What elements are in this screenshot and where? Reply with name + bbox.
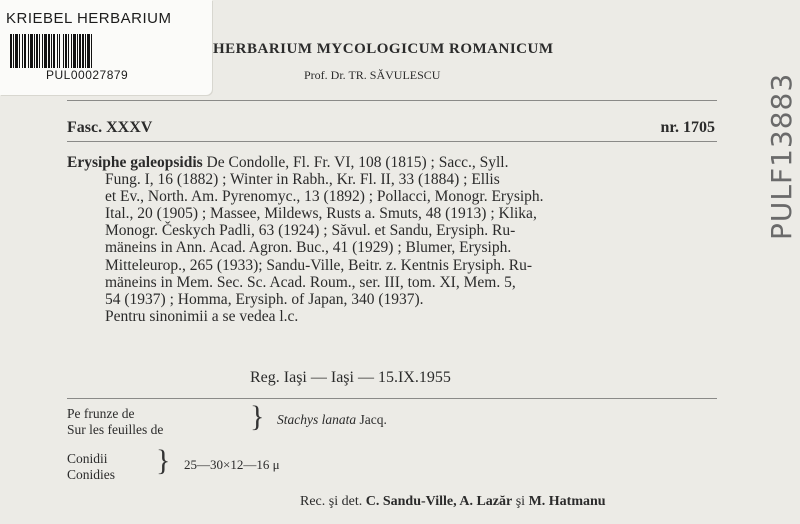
host-species: Stachys lanata Jacq. [277,412,387,427]
host-label-fr: Sur les feuilles de [67,422,164,437]
citation-line: 54 (1937) ; Homma, Erysiph. of Japan, 340 (1937). [105,290,424,308]
barcode-number: PUL00027879 [46,68,129,82]
citation-line-1: Erysiphe galeopsidis De Condolle, Fl. Fr. VI, 108 (1815) ; Sacc., Syll. [67,154,509,171]
collection-title: HERBARIUM MYCOLOGICUM ROMANICUM [213,41,554,57]
locality-date: Reg. Iaşi — Iaşi — 15.IX.1955 [250,369,451,386]
host-label-ro: Pe frunze de [67,406,135,421]
species-name: Erysiphe galeopsidis [67,154,203,171]
spore-label-fr: Conidies [67,467,116,482]
specimen-number: nr. 1705 [660,119,715,136]
barcode [10,34,172,68]
collection-editor: Prof. Dr. TR. SĂVULESCU [304,68,441,82]
herbarium-name: KRIEBEL HERBARIUM [6,10,172,27]
collectors: Rec. şi det. C. Sandu-Ville, A. Lazăr şi M. Hatmanu [300,494,606,509]
spore-measurement: 25—30×12—16 μ [184,457,280,472]
host-brace: } [250,400,265,433]
citation-line: Mitteleurop., 265 (1933); Sandu-Ville, Beitr. z. Kentnis Erysiph. Ru- [105,256,532,274]
top-rule [67,100,717,101]
mid-rule [67,141,717,142]
spore-label-ro: Conidii [67,451,108,466]
barcode-bar [92,34,94,68]
citation-line: mäneins in Ann. Acad. Agron. Buc., 41 (1929) ; Blumer, Erysiph. [105,239,512,257]
synonymy-note: Pentru sinonimii a se vedea l.c. [105,307,299,325]
spore-brace: } [156,444,171,477]
fascicle-number: Fasc. XXXV [67,119,153,136]
citation-line: Monogr. Českych Padli, 63 (1924) ; Săvul. et Sandu, Erysiph. Ru- [105,222,516,240]
citation-line: Ital., 20 (1905) ; Massee, Mildews, Rusts a. Smuts, 48 (1913) ; Klika, [105,205,537,223]
handwritten-accession: PULF13883 [765,72,798,240]
citation-line: et Ev., North. Am. Pyrenomyc., 13 (1892) ; Pollacci, Monogr. Erysiph. [105,188,544,206]
species-citation [67,154,717,325]
citation-line: mäneins in Mem. Sec. Sc. Acad. Roum., ser. III, tom. XI, Mem. 5, [105,273,516,291]
lower-rule [67,398,717,399]
citation-line: Fung. I, 16 (1882) ; Winter in Rabh., Kr. Fl. II, 33 (1884) ; Ellis [105,171,500,189]
